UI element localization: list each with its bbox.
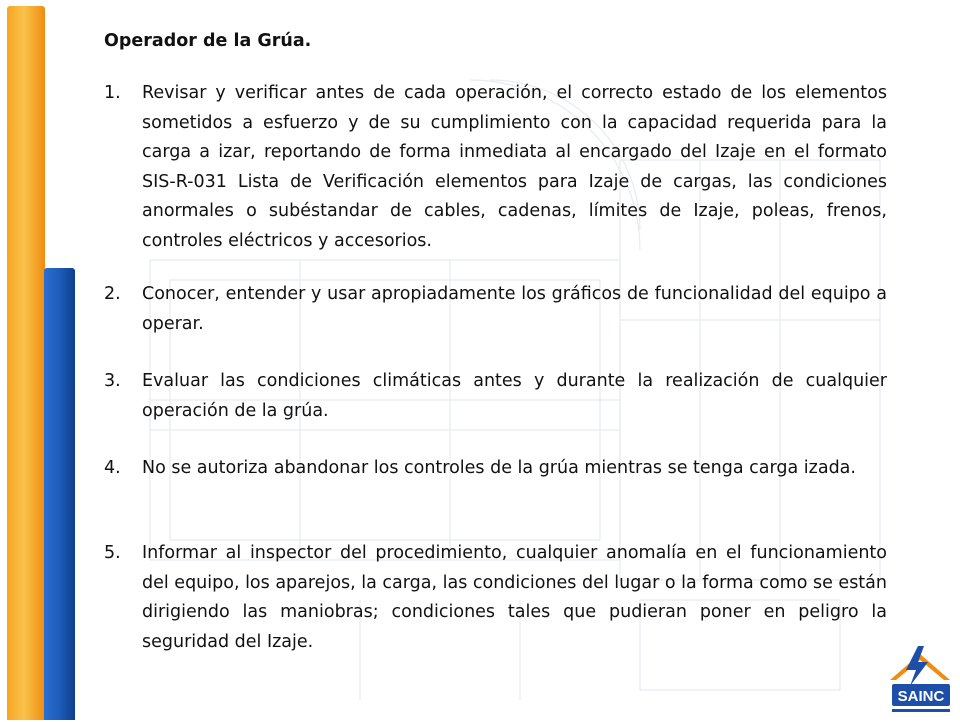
list-item — [104, 367, 887, 426]
list-item-text: No se autoriza abandonar los controles de la grúa mientras se tenga carga izada. — [142, 458, 856, 478]
logo-text: SAINC — [897, 688, 945, 705]
slide-heading: Operador de la Grúa. — [104, 31, 312, 51]
sainc-logo-icon — [884, 640, 956, 718]
orange-accent-bar — [7, 6, 45, 720]
list-item-text: Evaluar las condiciones climáticas antes y durante la realización de cualquier operación de la grúa. — [142, 371, 887, 421]
list-item — [104, 454, 887, 484]
list-item-text: Conocer, entender y usar apropiadamente los gráficos de funcionalidad del equipo a operar. — [142, 284, 887, 334]
list-item-number: 5. — [104, 543, 121, 563]
list-item-text: Informar al inspector del procedimiento, cualquier anomalía en el funcionamiento del equipo, los aparejos, la carga, las condiciones del lugar o la forma como se están dirigiendo las maniobras; condiciones tales que pudieran poner en peligro la seguridad del Izaje. — [142, 543, 887, 652]
list-item-text: Revisar y verificar antes de cada operación, el correcto estado de los elementos sometidos a esfuerzo y de su cumplimiento con la capacidad requerida para la carga a izar, reportando de forma inmediata al encargado del Izaje en el formato SIS-R-031 Lista de Verificación elementos para Izaje de cargas, las condiciones anormales o subéstandar de cables, cadenas, límites de Izaje, poleas, frenos, controles eléctricos y accesorios. — [142, 83, 887, 251]
list-item — [104, 79, 887, 257]
list-item-number: 3. — [104, 371, 121, 391]
list-item — [104, 539, 887, 657]
list-item — [104, 280, 887, 339]
list-item-number: 4. — [104, 458, 121, 478]
blue-accent-bar — [44, 268, 75, 720]
list-item-number: 2. — [104, 284, 121, 304]
list-item-number: 1. — [104, 83, 121, 103]
